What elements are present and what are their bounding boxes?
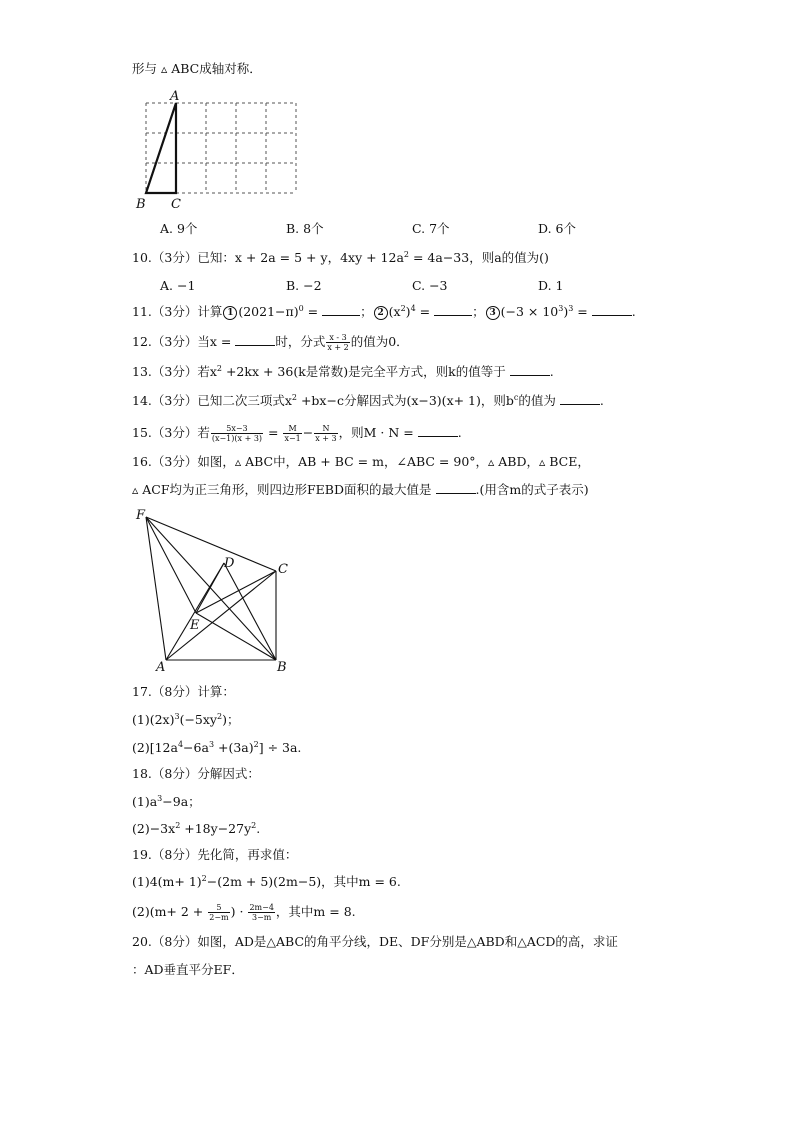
q15-text: 15.（3分）若 $\frac{5x-3}{(x-1)(x + 3)}$ = $\frac{M}{x-1}$ − $\frac{N}{x + 3}$ ，则M · N = .: [132, 424, 462, 443]
q15-fraction-2: $\frac{M}{x-1}$: [284, 424, 301, 443]
q10-option-b: B. −2: [286, 278, 322, 293]
q10-option-a: A. −1: [160, 278, 196, 293]
q16-geometry-figure: [130, 505, 300, 675]
grid-figure: [132, 86, 307, 214]
q14-text: 14.（3分）已知二次三项式$x^2 +bx-c$分解因式为(x−3)(x+ 1)，则$b^c$的值为 .: [132, 393, 604, 408]
triangle-abc: [146, 103, 176, 193]
fig-label-a: A: [156, 660, 166, 675]
q10-option-c: C. −3: [412, 278, 448, 293]
fig-label-d: D: [224, 556, 235, 571]
circled-2: 2: [374, 306, 388, 320]
fig-label-e: E: [190, 618, 200, 633]
q18-title: 18.（8分）分解因式：: [132, 766, 260, 781]
circled-1: 1: [223, 306, 237, 320]
label-a: A: [170, 89, 180, 104]
q11-text: 11.（3分）计算 1 $(2021-\pi)^0$ = ； 2 $(x^2)^4$ = ； 3 $(-3 \times 10^3)^3$ = .: [132, 304, 636, 319]
q17-title: 17.（8分）计算：: [132, 684, 235, 699]
q13-text: 13.（3分）若$x^2 +2kx + 36(k$是常数)是完全平方式，则k的值等于 .: [132, 364, 554, 379]
q15-fraction-1: $\frac{5x-3}{(x-1)(x + 3)}$: [211, 424, 263, 443]
q9-option-a: A. 9个: [160, 221, 198, 236]
q10-option-d: D. 1: [538, 278, 564, 293]
q20-line-1: 20.（8分）如图，AD是△ABC的角平分线，DE、DF分别是△ABD和△ACD的高，求证: [132, 934, 618, 949]
q9-option-b: B. 8个: [286, 221, 324, 236]
q18-part-2: $(2)-3x^2 +18y-27y^2$.: [132, 821, 261, 836]
fig-label-f: F: [136, 508, 146, 523]
q19-part-1: $(1)4(m+ 1)^2-(2m + 5)(2m-5)$，其中m = 6.: [132, 874, 401, 889]
label-c: C: [171, 197, 181, 212]
q9-option-d: D. 6个: [538, 221, 576, 236]
q9-option-c: C. 7个: [412, 221, 450, 236]
q16-line-1: 16.（3分）如图，▵ ABC中，AB + BC = m，∠ABC = 90°，▵ ABD，▵ BCE，: [132, 454, 590, 469]
q19-title: 19.（8分）先化简，再求值：: [132, 847, 298, 862]
q20-line-2: ：AD垂直平分EF．: [132, 962, 244, 977]
q19-part-2: (2)(m+ 2 + $\frac{5}{2-m}$ ) · $\frac{2m-4}{3-m}$ ，其中m = 8.: [132, 903, 356, 922]
circled-3: 3: [486, 306, 500, 320]
q12-fraction: $\frac{x - 3}{x + 2}$: [327, 333, 349, 352]
intro-text: 形与 ▵ ABC成轴对称．: [132, 61, 262, 76]
q19-fraction-2: $\frac{2m-4}{3-m}$: [249, 903, 274, 922]
fig-label-b: B: [277, 660, 287, 675]
label-b: B: [136, 197, 146, 212]
fig-label-c: C: [278, 562, 288, 577]
q17-part-2: $(2)[12a^4-6a^3 +(3a)^2] \div 3a$.: [132, 740, 302, 755]
q10-text: 10.（3分）已知：x + 2a = 5 + y，$4xy + 12a^2 = 4a-33$，则a的值为(): [132, 250, 549, 265]
q18-part-1: $(1)a^3-9a$；: [132, 794, 201, 809]
q15-fraction-3: $\frac{N}{x + 3}$: [315, 424, 337, 443]
q19-fraction-1: $\frac{5}{2-m}$: [209, 903, 229, 922]
q16-line-2: ▵ ACF均为正三角形，则四边形FEBD面积的最大值是 .(用含m的式子表示): [132, 482, 589, 497]
q17-part-1: $(1)(2x)^3(-5xy^2)$；: [132, 712, 240, 727]
q12-text: 12.（3分）当x = 时，分式 $\frac{x - 3}{x + 2}$ 的值为0．: [132, 333, 409, 352]
